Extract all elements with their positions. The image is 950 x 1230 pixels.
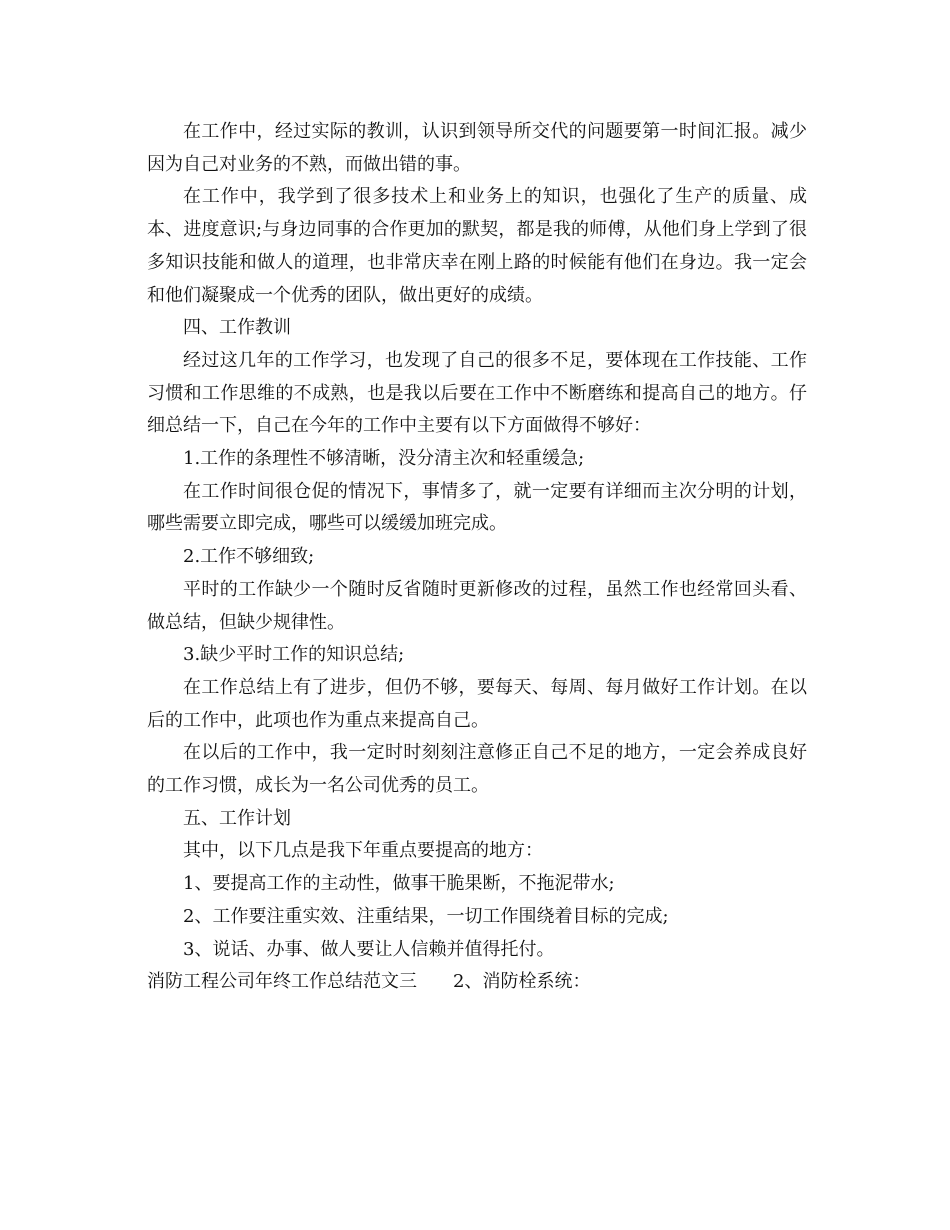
list-item: 1.工作的条理性不够清晰，没分清主次和轻重缓急; (183, 448, 585, 470)
paragraph: 经过这几年的工作学习，也发现了自己的很多不足，要体现在工作技能、工作习惯和工作思维的不成熟，也是我以后要在工作中不断磨练和提高自己的地方。仔细总结一下，自己在今年的工作中主要有以下方面做得不够好： (147, 349, 807, 437)
paragraph: 其中，以下几点是我下年重点要提高的地方： (183, 840, 543, 862)
document-body (147, 116, 807, 999)
list-item: 3.缺少平时工作的知识总结; (183, 644, 405, 666)
section-heading: 五、工作计划 (183, 807, 291, 829)
paragraph: 在工作时间很仓促的情况下，事情多了，就一定要有详细而主次分明的计划，哪些需要立即完成，哪些可以缓缓加班完成。 (147, 480, 807, 535)
list-item: 2、工作要注重实效、注重结果，一切工作围绕着目标的完成; (183, 905, 669, 927)
paragraph: 在以后的工作中，我一定时时刻刻注意修正自己不足的地方，一定会养成良好的工作习惯，成长为一名公司优秀的员工。 (147, 742, 807, 797)
list-item: 1、要提高工作的主动性，做事干脆果断，不拖泥带水; (183, 873, 615, 895)
paragraph: 在工作中，经过实际的教训，认识到领导所交代的问题要第一时间汇报。减少因为自己对业务的不熟，而做出错的事。 (147, 121, 807, 175)
paragraph: 平时的工作缺少一个随时反省随时更新修改的过程，虽然工作也经常回头看、做总结，但缺少规律性。 (147, 578, 807, 633)
list-item: 2.工作不够细致; (183, 546, 315, 568)
section-heading: 四、工作教训 (183, 317, 291, 339)
paragraph: 在工作总结上有了进步，但仍不够，要每天、每周、每月做好工作计划。在以后的工作中，此项也作为重点来提高自己。 (147, 676, 807, 731)
paragraph: 在工作中，我学到了很多技术上和业务上的知识，也强化了生产的质量、成本、进度意识;与身边同事的合作更加的默契，都是我的师傅，从他们身上学到了很多知识技能和做人的道理，也非常庆幸在刚上路的时候能有他们在身边。我一定会和他们凝聚成一个优秀的团队，做出更好的成绩。 (147, 186, 807, 306)
document-title-line: 消防工程公司年终工作总结范文三 2、消防栓系统： (147, 971, 591, 993)
list-item: 3、说话、办事、做人要让人信赖并值得托付。 (183, 938, 555, 960)
